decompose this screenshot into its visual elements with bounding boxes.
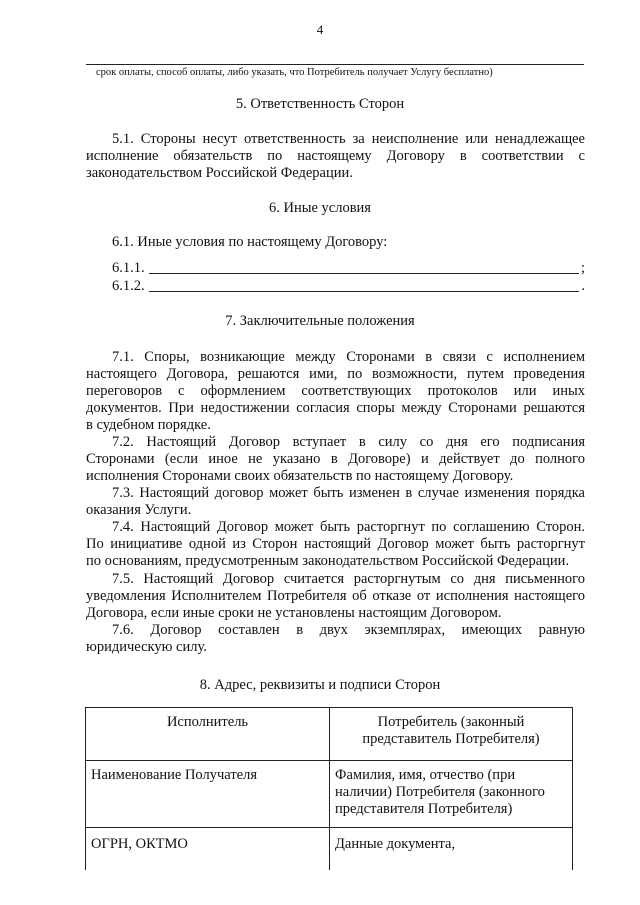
clause-7-1: [86, 349, 585, 434]
table-cell-line: представителя Потребителя): [335, 801, 513, 817]
section-6-heading: 6. Иные условия: [269, 200, 371, 216]
clause-5-1-line: исполнение обязательств по настоящему Договору в соответствии с: [86, 147, 585, 164]
clause-7-4-line: По инициативе одной из Сторон настоящий Договор может быть расторгнут: [86, 535, 585, 552]
clause-7-1-line: документов. При недостижении согласия споры между Сторонами решаются: [86, 399, 585, 416]
clause-7-4: [86, 519, 585, 570]
clause-6-1: [86, 234, 585, 251]
clause-6-1-1-end: ;: [580, 260, 585, 276]
clause-6-1-2-end: .: [581, 278, 585, 294]
clause-7-2: [86, 434, 585, 485]
header-cell-consumer-line: Потребитель (законный: [377, 714, 525, 730]
header-cell-executor: Исполнитель: [86, 708, 330, 761]
clause-7-1-line: настоящего Договора, решаются ими, по возможности, путем проведения: [86, 365, 585, 382]
table-header-row: [86, 708, 573, 761]
clause-6-1-line: 6.1. Иные условия по настоящему Договору:: [112, 234, 388, 250]
clause-6-1-2-label: 6.1.2.: [112, 278, 145, 294]
clause-7-1-line: 7.1. Споры, возникающие между Сторонами в связи с исполнением: [112, 349, 585, 365]
requisites-table: [85, 707, 573, 870]
clause-7-1-line: переговоров с оформлением соответствующих протоколов или иных: [86, 382, 585, 399]
footnote: срок оплаты, способ оплаты, либо указать, что Потребитель получает Услугу бесплатно): [96, 67, 493, 78]
header-cell-consumer: [330, 708, 573, 761]
clause-5-1-line: законодательством Российской Федерации.: [86, 164, 353, 181]
clause-7-4-line: 7.4. Настоящий Договор может быть расторгнут по соглашению Сторон.: [112, 519, 585, 535]
table-cell: ОГРН, ОКТМО: [86, 828, 330, 871]
section-7-heading: 7. Заключительные положения: [225, 313, 415, 329]
clause-5-1: [86, 131, 585, 182]
clause-7-3-line: оказания Услуги.: [86, 501, 192, 518]
clause-7-3: [86, 485, 585, 519]
clause-7-5: [86, 571, 585, 622]
clause-7-5-line: Договора, если иные сроки не установлены настоящим Договором.: [86, 604, 502, 621]
blank-fill-line: [149, 291, 580, 292]
clause-6-1-1: [86, 259, 585, 277]
fill-in-line: [86, 64, 584, 65]
table-cell-line: наличии) Потребителя (законного: [335, 784, 545, 800]
clause-7-6-line: юридическую силу.: [86, 638, 207, 655]
table-cell: [330, 761, 573, 828]
clause-7-2-line: Сторонами (если иное не указано в Договоре) и действует до полного: [86, 450, 585, 467]
clause-7-2-line: 7.2. Настоящий Договор вступает в силу со дня его подписания: [112, 434, 585, 450]
clause-7-5-line: уведомления Исполнителем Потребителя об отказе от исполнения настоящего: [86, 587, 585, 604]
clause-6-1-2: [86, 277, 585, 295]
table-cell-line: Фамилия, имя, отчество (при: [335, 767, 516, 783]
clause-5-1-line: 5.1. Стороны несут ответственность за неисполнение или ненадлежащее: [112, 131, 585, 147]
clause-7-6-line: 7.6. Договор составлен в двух экземплярах, имеющих равную: [112, 622, 585, 638]
blank-fill-line: [149, 273, 579, 274]
clause-6-1-1-label: 6.1.1.: [112, 260, 145, 276]
clause-7-4-line: по основаниям, предусмотренным законодательством Российской Федерации.: [86, 552, 570, 569]
table-cell: Данные документа,: [330, 828, 573, 871]
clause-7-6: [86, 622, 585, 656]
section-5-heading: 5. Ответственность Сторон: [235, 96, 405, 112]
clause-7-5-line: 7.5. Настоящий Договор считается расторгнутым со дня письменного: [112, 571, 585, 587]
clause-7-3-line: 7.3. Настоящий договор может быть изменен в случае изменения порядка: [112, 485, 585, 501]
table-row: [86, 828, 573, 871]
page-number: 4: [316, 22, 324, 37]
clause-7-2-line: исполнения Сторонами своих обязательств по настоящему Договору.: [86, 467, 514, 484]
header-cell-consumer-line: представитель Потребителя): [362, 731, 540, 747]
section-8-heading: 8. Адрес, реквизиты и подписи Сторон: [199, 677, 441, 693]
clause-7-1-line: в судебном порядке.: [86, 416, 211, 433]
table-cell: Наименование Получателя: [86, 761, 330, 828]
table-row: [86, 761, 573, 828]
